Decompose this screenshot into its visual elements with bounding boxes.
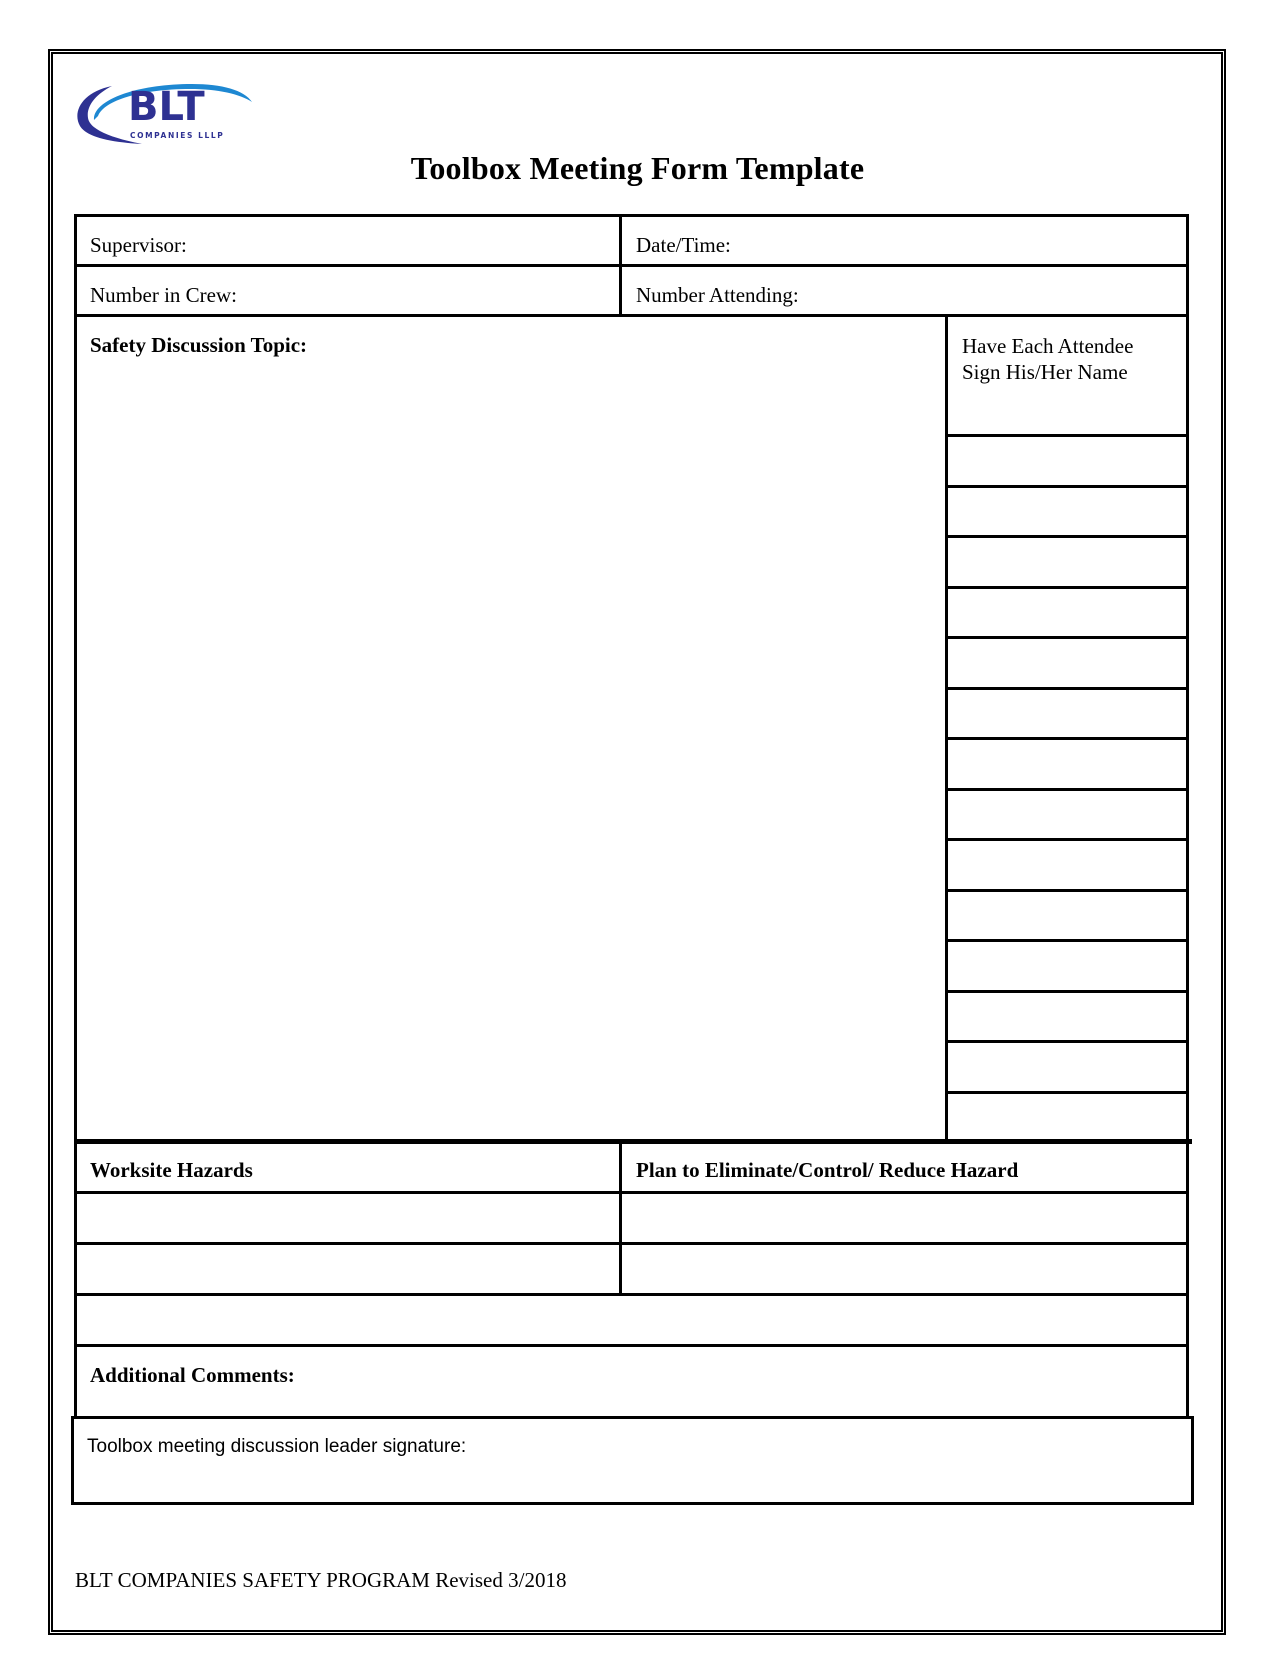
attendee-row-divider (945, 990, 1189, 993)
worksite-hazard-cell[interactable] (79, 1195, 617, 1240)
section-thick-divider (74, 1139, 1192, 1144)
row-divider (74, 264, 1189, 267)
attendee-row-divider (945, 535, 1189, 538)
attendee-signature-cell[interactable] (950, 640, 1184, 685)
attendee-signature-cell[interactable] (950, 842, 1184, 887)
leader-signature-label: Toolbox meeting discussion leader signature: (87, 1436, 467, 1457)
number-attending-field[interactable]: Number Attending: (636, 283, 799, 307)
hazard-plan-cell[interactable] (624, 1246, 1184, 1291)
attendee-signature-cell[interactable] (950, 792, 1184, 837)
worksite-hazards-header: Worksite Hazards (90, 1158, 253, 1182)
attendee-signature-cell[interactable] (950, 590, 1184, 635)
row-divider (74, 314, 1189, 317)
column-divider (619, 214, 622, 317)
hazard-row-divider (74, 1344, 1189, 1347)
attendee-row-divider (945, 939, 1189, 942)
attendee-signature-cell[interactable] (950, 489, 1184, 534)
blt-logo (72, 78, 262, 150)
table-left-border (74, 214, 77, 1144)
attendee-row-divider (945, 788, 1189, 791)
attendee-signature-cell[interactable] (950, 893, 1184, 938)
attendee-row-divider (945, 1040, 1189, 1043)
additional-comments-label: Additional Comments: (90, 1363, 295, 1387)
hazard-plan-header: Plan to Eliminate/Control/ Reduce Hazard (636, 1158, 1019, 1182)
attendee-signature-cell[interactable] (950, 1095, 1184, 1140)
table-right-border (1186, 1139, 1189, 1419)
logo-text: BLT (128, 84, 205, 130)
attendee-row-divider (945, 687, 1189, 690)
attendee-row-divider (945, 838, 1189, 841)
hazard-plan-cell[interactable] (624, 1297, 1184, 1342)
footer-text: BLT COMPANIES SAFETY PROGRAM Revised 3/2018 (75, 1568, 567, 1592)
attendee-header-line2: Sign His/Her Name (962, 360, 1128, 384)
attendee-header-line1: Have Each Attendee (962, 334, 1134, 358)
attendee-signature-cell[interactable] (950, 1044, 1184, 1089)
number-in-crew-field[interactable]: Number in Crew: (90, 283, 237, 307)
hazard-row-divider (74, 1242, 1189, 1245)
attendee-signature-cell[interactable] (950, 438, 1184, 483)
attendee-signature-cell[interactable] (950, 691, 1184, 736)
leader-signature-box[interactable] (71, 1416, 1194, 1505)
attendee-signature-cell[interactable] (950, 539, 1184, 584)
hazard-header-divider (74, 1191, 1189, 1194)
attendee-signature-cell[interactable] (950, 741, 1184, 786)
supervisor-field[interactable]: Supervisor: (90, 233, 187, 257)
page-title: Toolbox Meeting Form Template (410, 150, 865, 186)
worksite-hazard-cell[interactable] (79, 1246, 617, 1291)
attendee-column-divider (945, 314, 948, 1142)
additional-comments-area[interactable] (90, 1390, 1180, 1414)
attendee-row-divider (945, 889, 1189, 892)
date-time-field[interactable]: Date/Time: (636, 233, 731, 257)
table-right-border (1186, 214, 1189, 1144)
hazard-row-divider (74, 1293, 1189, 1296)
attendee-row-divider (945, 1091, 1189, 1094)
blt-logo-graphic (72, 78, 262, 150)
safety-discussion-topic-label: Safety Discussion Topic: (90, 333, 308, 357)
logo-subtitle: COMPANIES LLLP (130, 131, 225, 140)
table-top-border (74, 214, 1189, 217)
attendee-row-divider (945, 636, 1189, 639)
attendee-signature-cell[interactable] (950, 943, 1184, 988)
attendee-row-divider (945, 434, 1189, 437)
attendee-row-divider (945, 737, 1189, 740)
table-left-border (74, 1139, 77, 1419)
worksite-hazard-cell[interactable] (79, 1297, 617, 1342)
safety-discussion-topic-area[interactable] (90, 360, 930, 1130)
attendee-signature-cell[interactable] (950, 994, 1184, 1039)
attendee-row-divider (945, 485, 1189, 488)
hazard-plan-cell[interactable] (624, 1195, 1184, 1240)
hazard-column-divider (619, 1141, 622, 1296)
attendee-row-divider (945, 586, 1189, 589)
